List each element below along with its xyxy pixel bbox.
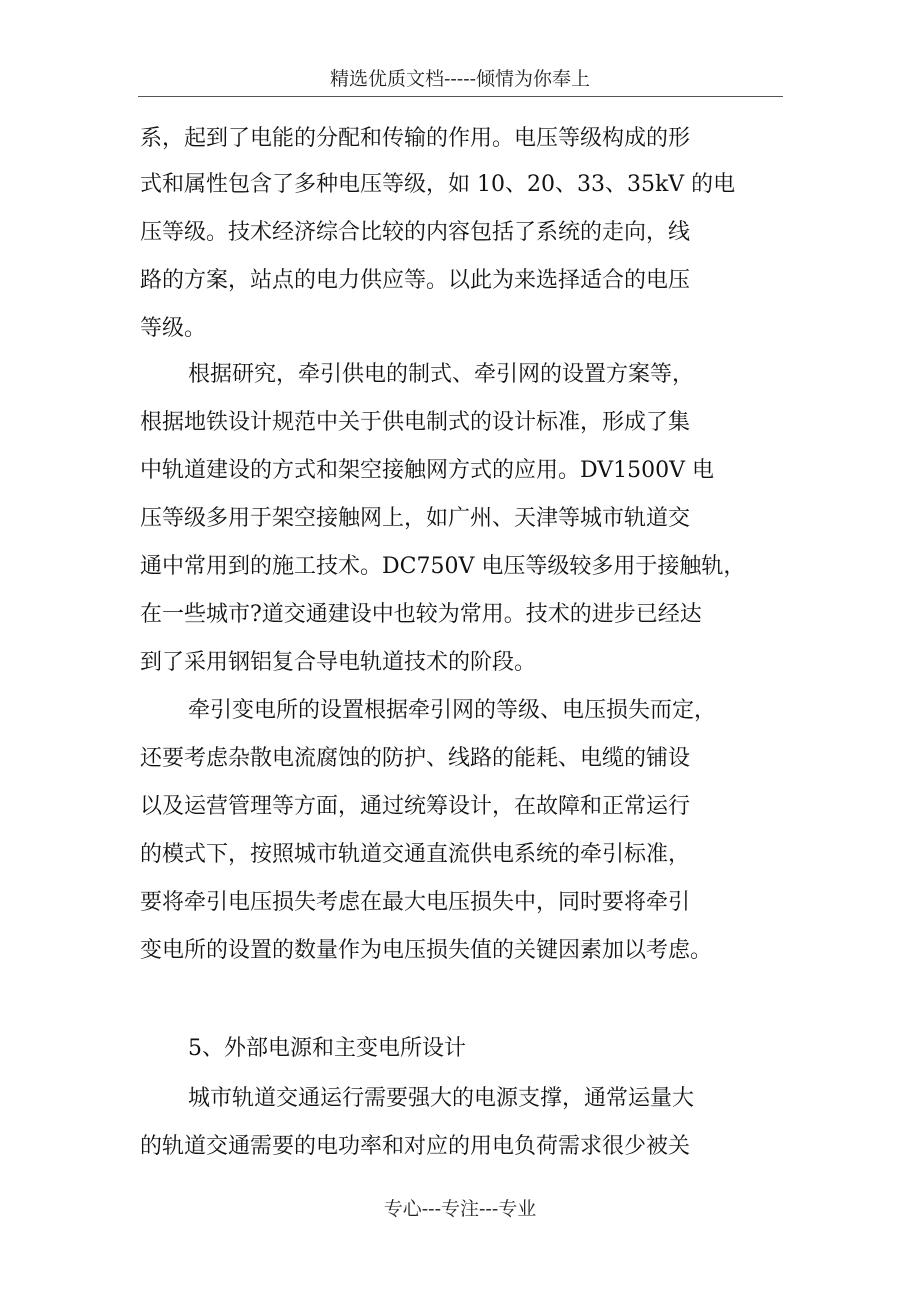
body-line: 牵引变电所的设置根据牵引网的等级、电压损失而定， xyxy=(188,698,717,723)
body-line: 压等级。技术经济综合比较的内容包括了系统的走向，线 xyxy=(140,220,691,245)
body-line: 的模式下，按照城市轨道交通直流供电系统的牵引标准， xyxy=(140,842,691,867)
body-line: 中轨道建设的方式和架空接触网方式的应用。DV1500V 电 xyxy=(140,458,715,483)
body-line: 式和属性包含了多种电压等级，如 10、20、33、35kV 的电 xyxy=(140,172,736,197)
body-line: 压等级多用于架空接触网上，如广州、天津等城市轨道交 xyxy=(140,506,691,531)
body-line: 系，起到了电能的分配和传输的作用。电压等级构成的形 xyxy=(140,126,691,151)
body-line: 根据研究，牵引供电的制式、牵引网的设置方案等， xyxy=(188,362,695,387)
body-line: 等级。 xyxy=(140,316,207,341)
header-divider xyxy=(138,96,783,97)
body-line: 城市轨道交通运行需要强大的电源支撑，通常运量大 xyxy=(188,1086,695,1111)
body-line: 根据地铁设计规范中关于供电制式的设计标准，形成了集 xyxy=(140,410,691,435)
body-line: 的轨道交通需要的电功率和对应的用电负荷需求很少被关 xyxy=(140,1134,691,1159)
body-line: 路的方案，站点的电力供应等。以此为来选择适合的电压 xyxy=(140,268,691,293)
body-line: 在一些城市?道交通建设中也较为常用。技术的进步已经达 xyxy=(140,602,702,627)
section-heading: 5、外部电源和主变电所设计 xyxy=(188,1036,466,1061)
body-line: 以及运营管理等方面，通过统筹设计，在故障和正常运行 xyxy=(140,794,691,819)
body-line: 通中常用到的施工技术。DC750V 电压等级较多用于接触轨， xyxy=(140,554,746,579)
page-footer: 专心---专注---专业 xyxy=(383,1198,537,1220)
body-line: 还要考虑杂散电流腐蚀的防护、线路的能耗、电缆的铺设 xyxy=(140,746,691,771)
page-header: 精选优质文档-----倾情为你奉上 xyxy=(329,68,591,90)
body-line: 要将牵引电压损失考虑在最大电压损失中，同时要将牵引 xyxy=(140,890,691,915)
body-line: 到了采用钢铝复合导电轨道技术的阶段。 xyxy=(140,650,537,675)
body-line: 变电所的设置的数量作为电压损失值的关键因素加以考虑。 xyxy=(140,938,713,963)
